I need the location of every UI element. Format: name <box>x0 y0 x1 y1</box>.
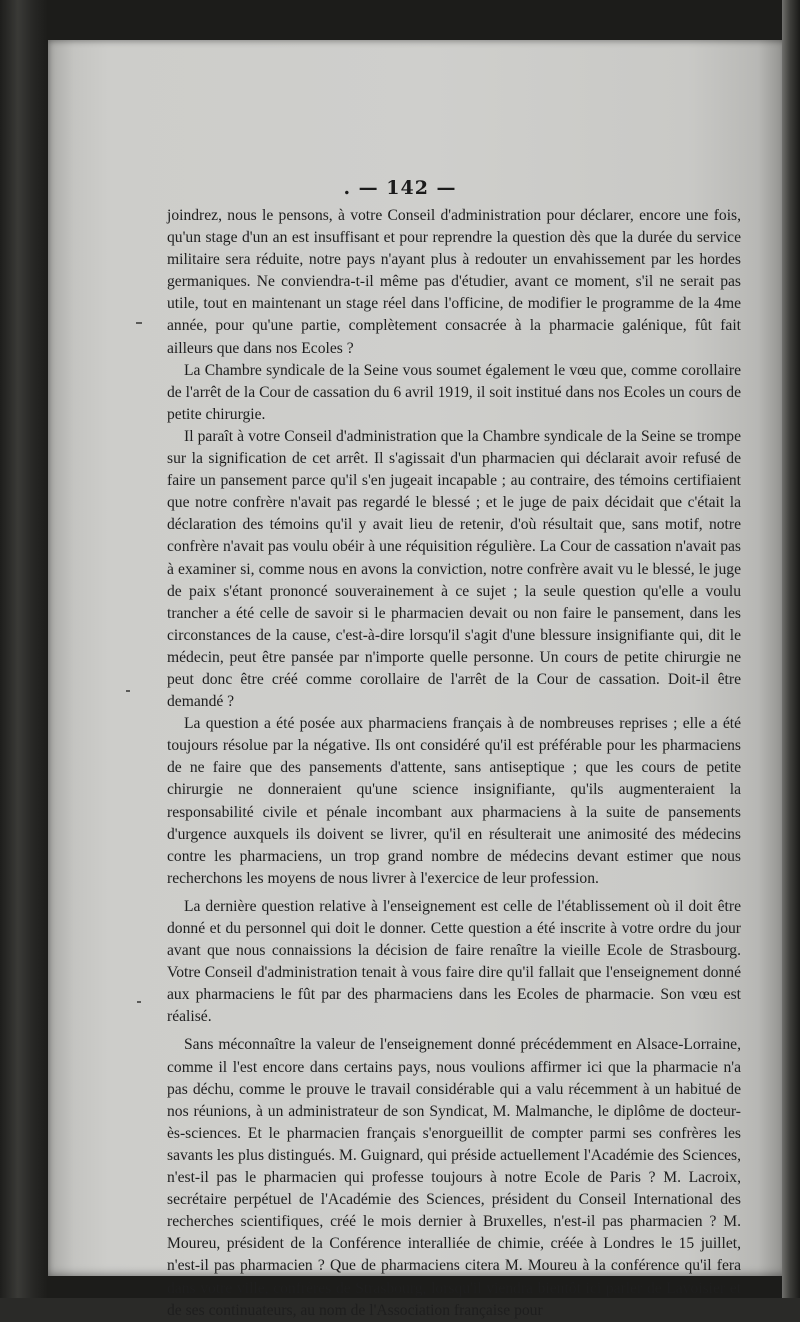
margin-mark <box>137 1001 141 1003</box>
paragraph: La question a été posée aux pharmaciens français à de nombreuses reprises ; elle a été toujours résolue par la négative. Ils ont considéré qu'il est préférable pour les pharmaciens de ne faire que des pansements d'attente, sans antiseptique ; que les cours de petite chirurgie ne donneraient qu'une science insignifiante, qu'ils augmenteraient la responsabilité civile et pénale incombant aux pharmaciens à la suite de pansements d'urgence auxquels ils doivent se livrer, qu'il en résulterait une animosité des médecins contre les pharmaciens, un trop grand nombre de médecins devant estimer que nous recherchons les moyens de nous livrer à l'exercice de leur profession. <box>167 715 741 887</box>
paragraph: La Chambre syndicale de la Seine vous soumet également le vœu que, comme corollaire de l'arrêt de la Cour de cassation du 6 avril 1919, il soit institué dans nos Ecoles un cours de petite chirurgie. <box>167 361 741 423</box>
page-number: . — 142 — <box>343 177 457 199</box>
paragraph: Il paraît à votre Conseil d'administration que la Chambre syndicale de la Seine se trompe sur la signification de cet arrêt. Il s'agissait d'un pharmacien qui déclarait avoir refusé de faire un pansement parce qu'il s'en jugeait incapable ; au contraire, des témoins certifiaient que notre confrère n'avait pas regardé le blessé ; et le juge de paix décidait que c'était la déclaration des témoins qu'il y avait lieu de retenir, d'où résultait que, sans motif, notre confrère n'avait pas voulu obéir à une réquisition régulière. La Cour de cassation n'avait pas à examiner si, comme nous en avons la conviction, notre confrère avait vu le blessé, le juge de paix s'étant prononcé souverainement à ce sujet ; la seule question qu'elle a voulu trancher a été celle de savoir si le pharmacien devait ou non faire le pansement, dans les circonstances de la cause, c'est-à-dire lorsqu'il s'agit d'une blessure insignifiante qui, dit le médecin, peut être pansée par n'importe quelle personne. Un cours de petite chirurgie ne peut donc être créé comme corollaire de l'arrêt de la Cour de cassation. Doit-il être demandé ? <box>167 427 741 711</box>
paragraph: Sans méconnaître la valeur de l'enseignement donné précédemment en Alsace-Lorraine, comme il l'est encore dans certains pays, nous voulions affirmer ici que la pharmacie n'a pas déchu, comme le prouve le travail considérable qui a valu récemment à un habitué de nos réunions, à un administrateur de son Syndicat, M. Malmanche, le diplôme de docteur-ès-sciences. Et le pharmacien français s'enorgueillit de compter parmi ses confrères les savants les plus distingués. M. Guignard, qui préside actuellement l'Académie des Sciences, n'est-il pas le pharmacien qui professe toujours à notre Ecole de Paris ? M. Lacroix, secrétaire perpétuel de l'Académie des Sciences, président du Conseil International des recherches scientifiques, créé le mois dernier à Bruxelles, n'est-il pas pharmacien ? M. Moureu, président de la Conférence interalliée de chimie, créée à Londres le 15 juillet, n'est-il pas pharmacien ? Que de pharmaciens citera M. Moureu à la conférence qu'il fera dans votre ville, confrères de Strasbourg, lorsqu'il viendra bientôt ici parler de Lavoisier et de ses continuateurs, au nom de l'Association française pour <box>167 1036 742 1319</box>
margin-mark <box>126 690 130 692</box>
paragraph: joindrez, nous le pensons, à votre Conseil d'administration pour déclarer, encore une fois, qu'un stage d'un an est insuffisant et pour reprendre la question dès que la durée du service militaire sera réduite, notre pays n'ayant plus à redouter un envahissement par les hordes germaniques. Ne conviendra-t-il même pas d'étudier, avant ce moment, s'il ne serait pas utile, tout en maintenant un stage réel dans l'officine, de modifier le programme de la 4me année, pour qu'une partie, complètement consacrée à la pharmacie galénique, fût fait ailleurs que dans nos Ecoles ? <box>167 207 741 357</box>
margin-mark <box>136 322 142 324</box>
paragraph: La dernière question relative à l'enseignement est celle de l'établissement où il doit être donné et du personnel qui doit le donner. Cette question a été inscrite à votre ordre du jour avant que nous connaissions la décision de faire renaître la vieille Ecole de Strasbourg. Votre Conseil d'administration tenait à vous faire dire qu'il fallait que l'enseignement donné aux pharmaciens le fût par des pharmaciens dans les Ecoles de pharmacie. Son vœu est réalisé. <box>167 897 741 1026</box>
body-text <box>167 205 741 1322</box>
